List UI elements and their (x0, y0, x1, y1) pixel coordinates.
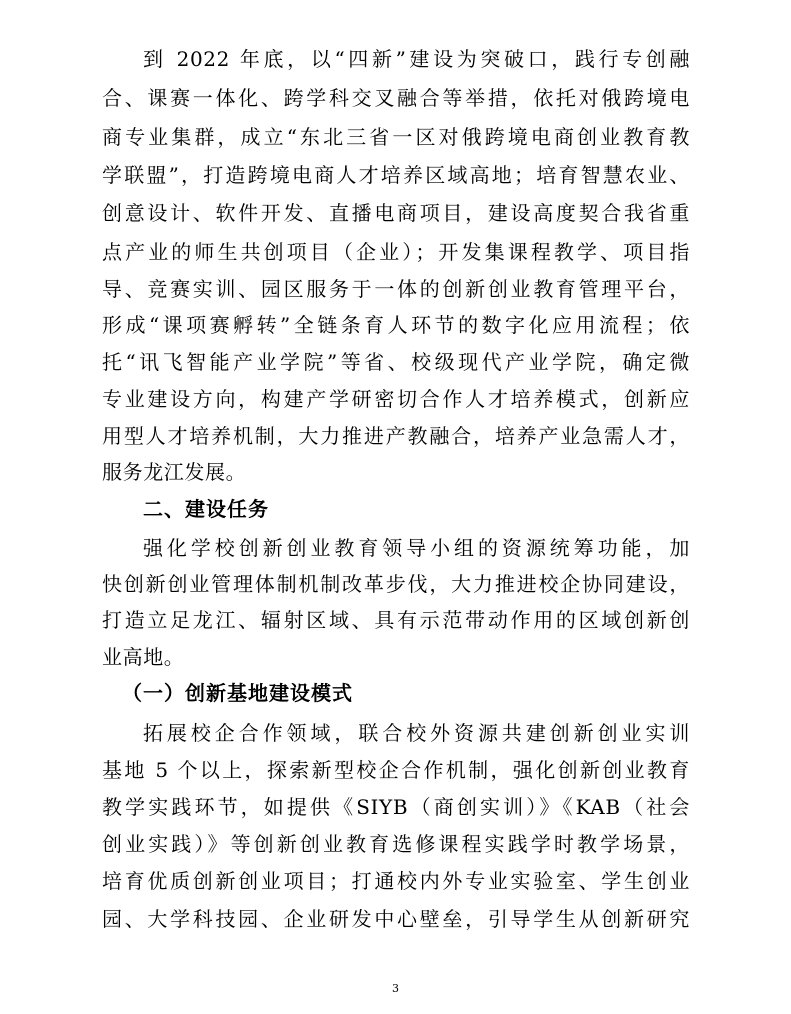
paragraph-2-line-4: 业高地。 (102, 645, 185, 669)
subsection-heading-innovation-base: （一）创新基地建设模式 (122, 681, 353, 705)
paragraph-3-line-4: 创业实践）》等创新创业教育选修课程实践学时教学场景， (102, 832, 690, 856)
paragraph-1-line-10: 专业建设方向，构建产学研密切合作人才培养模式，创新应 (102, 387, 690, 411)
paragraph-1-line-8: 形成“课项赛孵转”全链条育人环节的数字化应用流程；依 (102, 313, 690, 337)
paragraph-1-line-4: 学联盟”，打造跨境电商人才培养区域高地；培育智慧农业、 (102, 163, 690, 187)
page-number: 3 (392, 982, 399, 995)
paragraph-3-line-5: 培育优质创新创业项目；打通校内外专业实验室、学生创业 (102, 869, 690, 893)
paragraph-1-line-3: 商专业集群，成立“东北三省一区对俄跨境电商创业教育教 (102, 125, 690, 149)
paragraph-1-line-1: 到 2022 年底，以“四新”建设为突破口，践行专创融 (143, 47, 690, 71)
paragraph-1-line-6: 点产业的师生共创项目（企业）；开发集课程教学、项目指 (102, 240, 690, 264)
paragraph-3-line-6: 园、大学科技园、企业研发中心壁垒，引导学生从创新研究 (102, 907, 690, 931)
paragraph-1-line-5: 创意设计、软件开发、直播电商项目，建设高度契合我省重 (102, 201, 690, 225)
paragraph-2-line-2: 快创新创业管理体制机制改革步伐，大力推进校企协同建设， (102, 572, 690, 596)
paragraph-3-line-1: 拓展校企合作领域，联合校外资源共建创新创业实训 (143, 721, 690, 745)
paragraph-1-line-12: 服务龙江发展。 (102, 460, 247, 484)
paragraph-2-line-3: 打造立足龙江、辐射区域、具有示范带动作用的区域创新创 (102, 608, 690, 632)
paragraph-2-line-1: 强化学校创新创业教育领导小组的资源统筹功能，加 (143, 536, 690, 560)
paragraph-1-line-2: 合、课赛一体化、跨学科交叉融合等举措，依托对俄跨境电 (102, 86, 690, 110)
section-heading-construction-tasks: 二、建设任务 (143, 497, 269, 521)
paragraph-1-line-11: 用型人才培养机制，大力推进产教融合，培养产业急需人才， (102, 424, 690, 448)
paragraph-1-line-9: 托“讯飞智能产业学院”等省、校级现代产业学院，确定微 (102, 350, 690, 374)
paragraph-1-line-7: 导、竞赛实训、园区服务于一体的创新创业教育管理平台， (102, 277, 690, 301)
paragraph-3-line-2: 基地 5 个以上，探索新型校企合作机制，强化创新创业教育 (102, 758, 690, 782)
paragraph-3-line-3: 教学实践环节，如提供《SIYB（商创实训）》《KAB（社会 (102, 795, 690, 819)
